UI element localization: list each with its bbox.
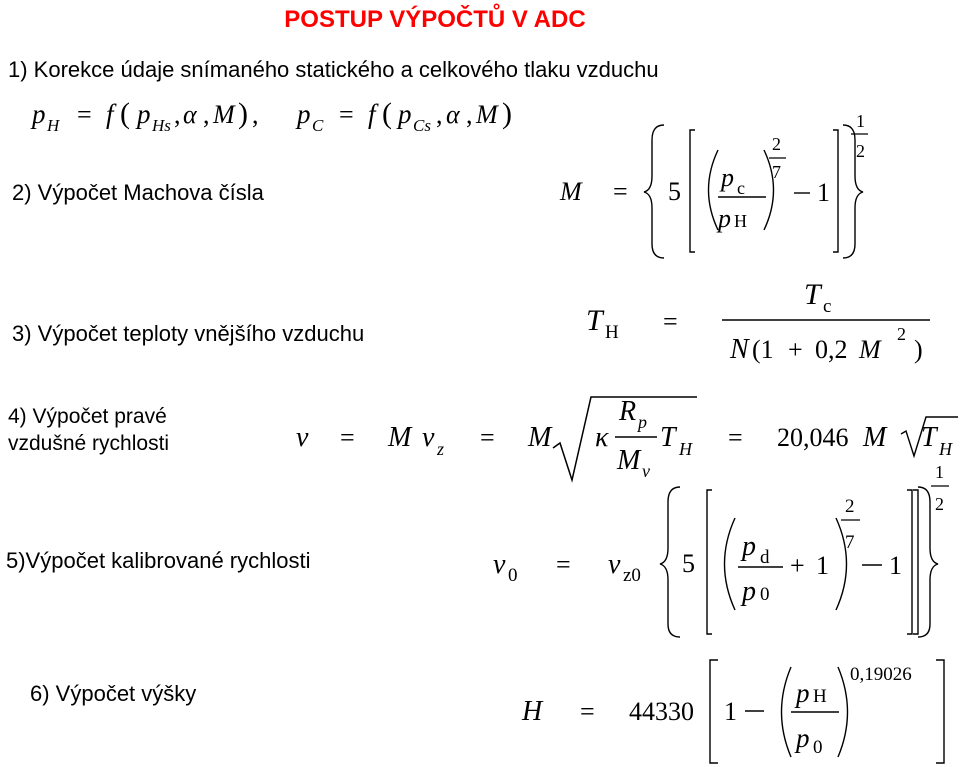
svg-text:M: M	[863, 422, 887, 453]
page-title: POSTUP VÝPOČTŮ V ADC	[284, 6, 586, 33]
svg-text:(1: (1	[752, 335, 774, 364]
svg-text:44330: 44330	[629, 697, 694, 726]
svg-text:M: M	[388, 422, 412, 453]
svg-text:2: 2	[897, 324, 906, 344]
formula-pressure-correction	[30, 97, 512, 135]
svg-text:): )	[914, 335, 923, 364]
svg-text:Cs: Cs	[413, 116, 431, 135]
svg-text:z: z	[437, 439, 445, 459]
svg-text:(: (	[120, 97, 130, 130]
svg-text:p: p	[718, 204, 731, 233]
svg-text:z0: z0	[623, 565, 641, 586]
svg-text:1: 1	[724, 697, 737, 726]
formula-calibrated-airspeed	[493, 462, 949, 637]
svg-text:κ: κ	[595, 422, 609, 453]
svg-text:=: =	[556, 550, 571, 579]
svg-text:=: =	[728, 423, 743, 452]
formula-outside-temperature	[586, 278, 930, 365]
svg-text:v: v	[608, 549, 621, 580]
svg-text:p: p	[796, 678, 810, 708]
svg-text:,: ,	[174, 100, 181, 129]
svg-text:5: 5	[682, 549, 695, 578]
svg-text:=: =	[340, 423, 355, 452]
svg-text:1: 1	[856, 111, 865, 131]
svg-text:p: p	[796, 723, 810, 753]
svg-text:7: 7	[772, 162, 781, 182]
svg-text:H: H	[813, 686, 827, 707]
svg-text:T: T	[921, 422, 937, 453]
svg-text:5: 5	[668, 177, 681, 206]
svg-text:1: 1	[889, 551, 902, 580]
svg-text:0: 0	[508, 565, 518, 586]
svg-text:f: f	[106, 99, 114, 129]
svg-text:p: p	[742, 576, 756, 607]
svg-text:T: T	[660, 422, 676, 453]
svg-text:=: =	[663, 307, 678, 336]
step-4-label-line2: vzdušné rychlosti	[8, 432, 170, 455]
svg-text:): )	[238, 97, 248, 130]
svg-text:d: d	[760, 547, 770, 568]
svg-text:2: 2	[935, 494, 944, 514]
svg-text:H: H	[605, 322, 619, 343]
svg-text:=: =	[613, 177, 628, 206]
svg-text:2: 2	[856, 141, 865, 161]
svg-text:=: =	[339, 100, 354, 129]
svg-text:M: M	[617, 445, 641, 476]
svg-text:1: 1	[817, 178, 830, 207]
svg-text:0: 0	[813, 737, 823, 758]
step-6-label: 6) Výpočet výšky	[30, 681, 197, 706]
svg-text:M: M	[528, 422, 552, 453]
svg-text:v: v	[642, 461, 650, 481]
svg-text:T: T	[586, 304, 603, 337]
svg-text:p: p	[721, 163, 734, 192]
svg-text:1: 1	[935, 462, 944, 482]
svg-text:+: +	[788, 335, 803, 364]
svg-text:,: ,	[436, 100, 443, 129]
svg-text:): )	[502, 97, 512, 130]
svg-text:0,2: 0,2	[815, 335, 848, 364]
svg-text:=: =	[77, 100, 92, 129]
svg-text:=: =	[480, 423, 495, 452]
svg-text:H: H	[679, 439, 692, 459]
svg-text:2: 2	[845, 496, 855, 517]
svg-text:R: R	[619, 396, 637, 427]
svg-text:v: v	[493, 549, 506, 580]
formula-altitude	[521, 660, 944, 763]
svg-text:v: v	[296, 422, 309, 453]
svg-text:Hs: Hs	[152, 116, 171, 135]
svg-text:,: ,	[252, 100, 259, 129]
svg-text:M: M	[560, 177, 582, 206]
svg-text:α: α	[446, 100, 460, 129]
formula-mach-number	[559, 111, 868, 258]
svg-text:M: M	[213, 100, 235, 129]
svg-text:p: p	[137, 99, 151, 129]
svg-text:+: +	[790, 551, 805, 580]
svg-text:H: H	[734, 211, 747, 231]
svg-text:N: N	[730, 334, 749, 365]
step-1-label: 1) Korekce údaje snímaného statického a celkového tlaku vzduchu	[8, 57, 659, 82]
svg-text:,: ,	[466, 100, 473, 129]
step-4-label-line1: 4) Výpočet pravé	[8, 405, 167, 428]
svg-text:=: =	[580, 697, 595, 726]
svg-text:p: p	[32, 99, 46, 129]
svg-text:c: c	[823, 296, 832, 317]
svg-text:f: f	[368, 99, 376, 129]
svg-text:2: 2	[772, 134, 781, 154]
svg-text:M: M	[476, 100, 498, 129]
svg-text:α: α	[183, 100, 197, 129]
svg-text:H: H	[47, 116, 60, 135]
svg-text:,: ,	[203, 100, 210, 129]
svg-text:C: C	[312, 116, 324, 135]
svg-text:M: M	[859, 335, 881, 364]
svg-text:p: p	[638, 412, 647, 432]
svg-text:0,19026: 0,19026	[850, 664, 912, 685]
svg-text:p: p	[297, 99, 311, 129]
svg-text:1: 1	[816, 551, 829, 580]
step-3-label: 3) Výpočet teploty vnějšího vzduchu	[12, 321, 365, 346]
svg-text:p: p	[742, 531, 756, 562]
step-2-label: 2) Výpočet Machova čísla	[12, 180, 264, 205]
svg-text:p: p	[398, 99, 412, 129]
svg-text:20,046: 20,046	[777, 423, 849, 452]
svg-text:H: H	[522, 696, 543, 727]
svg-text:c: c	[737, 178, 745, 198]
step-5-label: 5)Výpočet kalibrované rychlosti	[6, 548, 311, 573]
svg-text:7: 7	[845, 532, 855, 553]
svg-text:0: 0	[760, 584, 770, 605]
svg-text:H: H	[939, 439, 952, 459]
svg-text:v: v	[422, 422, 435, 453]
svg-text:(: (	[382, 97, 392, 130]
formula-true-airspeed	[296, 396, 958, 481]
svg-text:T: T	[804, 278, 821, 311]
